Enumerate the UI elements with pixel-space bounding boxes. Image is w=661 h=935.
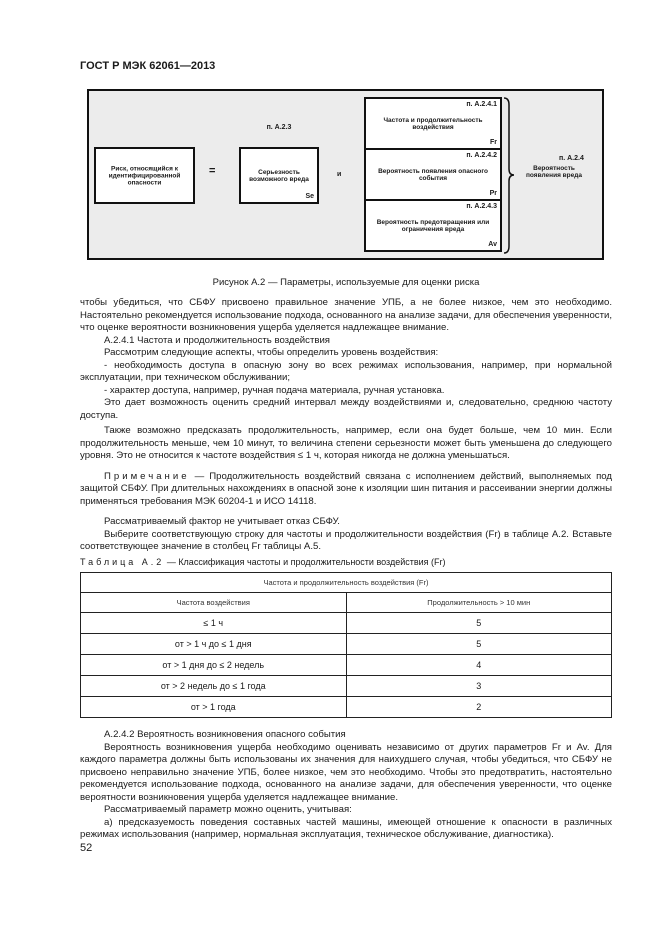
list-item: - характер доступа, например, ручная подача материала, ручная установка. — [104, 384, 445, 396]
paragraph: чтобы убедиться, что СБФУ присвоено правильное значение УПБ, а не более низкое, чем это необходимо. Настоятельно рекомендуется использование подхода, основанного на анализе задачи, для обеспечения уверенности, что оценке вероятности возникновения ущерба уделяется надлежащее внимание. — [80, 297, 612, 333]
page-number: 52 — [80, 842, 93, 854]
cell: 4 — [346, 655, 612, 676]
group-header: Частота и продолжительность воздействия (Fr) — [81, 573, 612, 593]
stack-symbol: Av — [488, 241, 497, 248]
stack-ref: п. А.2.4.1 — [466, 101, 497, 108]
stack-box-pr — [364, 148, 502, 201]
figure-caption: Рисунок А.2 — Параметры, используемые для оценки риска — [212, 277, 480, 288]
paragraph: Рассмотрим следующие аспекты, чтобы определить уровень воздействия: — [104, 347, 439, 358]
severity-symbol: Se — [305, 193, 314, 200]
table-row — [81, 676, 612, 697]
risk-box — [94, 147, 195, 204]
table-title — [80, 557, 446, 567]
note — [80, 471, 612, 509]
table-row — [81, 655, 612, 676]
paragraph: Рассматриваемый фактор не учитывает отказ СБФУ. — [104, 516, 340, 527]
paragraph: Это дает возможность оценить средний интервал между воздействиями и, следовательно, среднюю частоту доступа. — [80, 397, 612, 421]
cell: от > 1 года — [81, 697, 347, 718]
note-text: — Продолжительность воздействий связана с исполнением действий, выполняемых под защитой СБФУ. При длительных нахождениях в опасной зоне к изоляции шин питания и рассеивании энергии должны применяться требования МЭК 60204-1 и ИСО 14118. — [80, 470, 612, 507]
and-sign: и — [337, 171, 342, 178]
stack-text: Частота и продолжительность воздействия — [383, 116, 483, 131]
column-header: Частота воздействия — [81, 593, 347, 613]
column-header: Продолжительность > 10 мин — [346, 593, 612, 613]
cell: от > 1 дня до ≤ 2 недель — [81, 655, 347, 676]
list-item: а) предсказуемость поведения составных частей машины, имеющей отношение к опасности в различных режимах использования (например, нормальная эксплуатация, техническое обслуживание, диагностика). — [80, 816, 612, 840]
frequency-table — [80, 572, 612, 718]
stack-symbol: Fr — [490, 139, 497, 146]
document-header: ГОСТ Р МЭК 62061—2013 — [80, 60, 216, 72]
cell: 5 — [346, 613, 612, 634]
stack-symbol: Pr — [489, 190, 497, 197]
table-row — [81, 634, 612, 655]
probability-label: Вероятность появления вреда — [525, 165, 582, 179]
severity-text: Серьезность возможного вреда — [249, 168, 309, 183]
stack-box-fr — [364, 97, 502, 150]
risk-box-text: Риск, относящийся к идентифицированной опасности — [108, 165, 181, 186]
paragraph: Вероятность возникновения ущерба необходимо оценивать независимо от других параметров Fr и Av. Для каждого параметра должны быть использованы их значения для наихудшего случая, чтобы убедиться, что СБФУ не присвоено неправильно значение УПБ, более низкое, чем это необходимо. Чтобы это предотвратить, настоятельно рекомендуется использование подхода, основанного на анализе задачи, для обеспечения уверенности, что оценке вероятности возникновения ущерба уделяется надлежащее внимание. — [80, 741, 612, 803]
risk-parameters-diagram — [87, 89, 604, 260]
cell: от > 2 недель до ≤ 1 года — [81, 676, 347, 697]
paragraph: Выберите соответствующую строку для частоты и продолжительности воздействия (Fr) в таблице А.2. Вставьте соответствующее значение в столбец Fr таблицы А.5. — [80, 528, 612, 552]
paragraph: Рассматриваемый параметр можно оценить, учитывая: — [104, 804, 352, 815]
stack-ref: п. А.2.4.3 — [466, 203, 497, 210]
cell: 3 — [346, 676, 612, 697]
table-row — [81, 613, 612, 634]
equals-sign: = — [209, 165, 216, 177]
table-row — [81, 697, 612, 718]
paragraph: Также возможно предсказать продолжительность, например, если она будет больше, чем 10 мин. Если продолжительность меньше, чем 10 минут, то величина степени серьезности может быть уменьшена до следующего уровня. Это не относится к частоте воздействия ≤ 1 ч, которая никогда не должна уменьшаться. — [80, 425, 612, 461]
severity-ref: п. А.2.3 — [266, 124, 292, 131]
stack-text: Вероятность предотвращения или ограничения вреда — [376, 218, 490, 233]
cell: от > 1 ч до ≤ 1 дня — [81, 634, 347, 655]
subsection-heading: А.2.4.1 Частота и продолжительность воздействия — [104, 334, 330, 346]
probability-ref: п. А.2.4 — [559, 155, 584, 162]
cell: ≤ 1 ч — [81, 613, 347, 634]
table-label: Таблица А.2 — [80, 557, 165, 567]
brace-icon — [502, 97, 516, 254]
subsection-heading: А.2.4.2 Вероятность возникновения опасного события — [104, 729, 346, 740]
cell: 5 — [346, 634, 612, 655]
section-3 — [80, 729, 612, 842]
section-1 — [80, 297, 612, 554]
note-label: Примечание — [104, 470, 190, 482]
stack-box-av — [364, 199, 502, 252]
stack-ref: п. А.2.4.2 — [466, 152, 497, 159]
stack-text: Вероятность появления опасного события — [378, 167, 488, 182]
severity-box — [239, 147, 319, 204]
cell: 2 — [346, 697, 612, 718]
table-title-text: — Классификация частоты и продолжительности воздействия (Fr) — [164, 557, 446, 567]
list-item: - необходимость доступа в опасную зону во всех режимах использования, например, при нормальной эксплуатации, при техническом обслуживании; — [80, 359, 612, 383]
